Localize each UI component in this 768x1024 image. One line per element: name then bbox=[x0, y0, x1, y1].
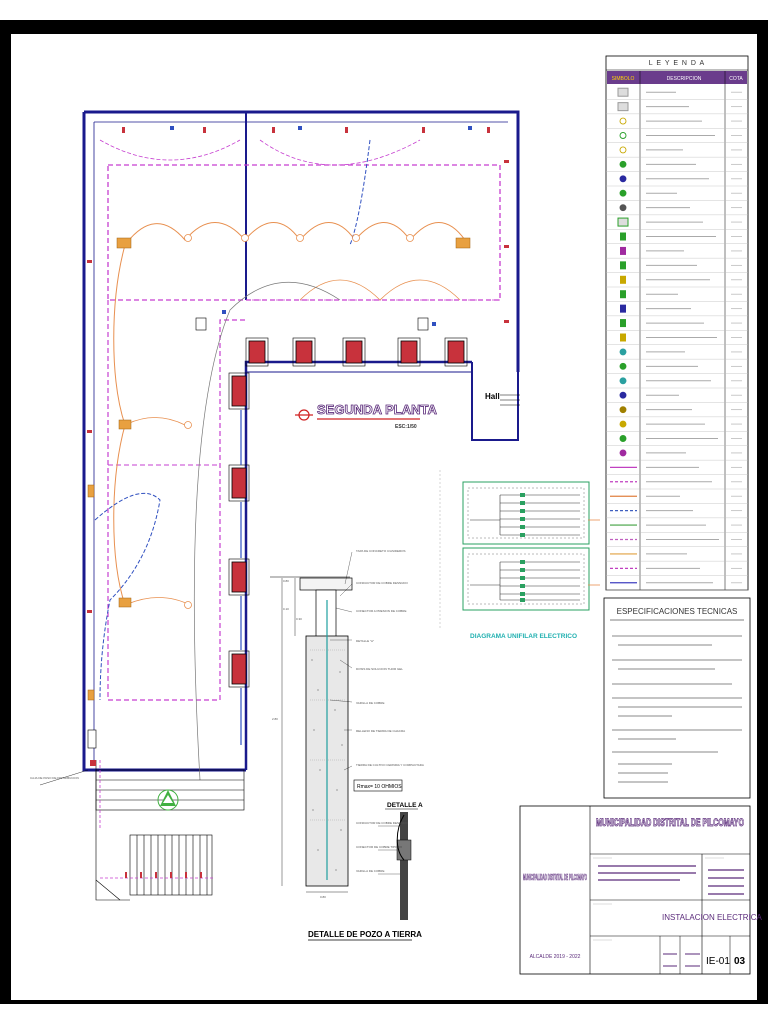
resistance-value: Rmax= 10 OHMIOS bbox=[357, 784, 402, 790]
switch-icon bbox=[620, 276, 626, 284]
diagram-title: DIAGRAMA UNIFILAR ELECTRICO bbox=[470, 633, 578, 640]
legend-title: L E Y E N D A bbox=[648, 60, 706, 67]
detail-a-note: CONDUCTOR DE COBRE DESNUDO bbox=[356, 821, 408, 825]
ground-note: DOSIS DE SOLUCION THOR GEL bbox=[356, 667, 403, 671]
detail-a-note: CONECTOR DE COBRE TIPO AB bbox=[356, 845, 403, 849]
switch-icon bbox=[620, 261, 626, 269]
legend-col-symbol: SIMBOLO bbox=[611, 76, 635, 82]
outlet-icon bbox=[620, 378, 626, 384]
outlet-icon bbox=[620, 349, 626, 355]
sheet-number: 03 bbox=[734, 956, 746, 967]
switch-icon bbox=[620, 334, 626, 342]
sheet-title: INSTALACION ELECTRICA bbox=[662, 913, 762, 922]
floor-scale: ESC:1/50 bbox=[395, 424, 417, 430]
title-block bbox=[520, 806, 763, 974]
switch-icon bbox=[620, 305, 626, 313]
outlet-icon bbox=[620, 176, 626, 182]
dim-1: 0.80 bbox=[283, 579, 289, 583]
sheet-code: IE-01 bbox=[706, 956, 730, 967]
legend-table bbox=[606, 56, 748, 590]
outlet-icon bbox=[620, 363, 626, 369]
switch-icon bbox=[620, 247, 626, 255]
ground-note: CONECTOR A PRESION DE COBRE bbox=[356, 609, 407, 613]
ground-note: TAPA DE CONCRETO C/ASIDEROS bbox=[356, 549, 406, 553]
specifications-panel bbox=[604, 598, 750, 798]
outlet-icon bbox=[620, 190, 626, 196]
outlet-icon bbox=[620, 205, 626, 211]
detail-a-title: DETALLE A bbox=[387, 802, 423, 809]
outlet-icon bbox=[620, 421, 626, 427]
panel-board-icon bbox=[618, 218, 628, 226]
outlet-icon bbox=[620, 392, 626, 398]
legend-col-description: DESCRIPCION bbox=[666, 76, 702, 82]
ground-note: TIERRA DE CULTIVO CERNIDA Y COMPACTADA bbox=[356, 763, 424, 767]
period-text: ALCALDE 2019 - 2022 bbox=[529, 954, 581, 960]
wall-light-icon bbox=[620, 161, 626, 167]
outlet-icon bbox=[620, 407, 626, 413]
ground-note: VARILLA DE COBRE bbox=[356, 701, 385, 705]
ground-detail-title: DETALLE DE POZO A TIERRA bbox=[308, 930, 422, 939]
specs-title: ESPECIFICACIONES TECNICAS bbox=[616, 607, 738, 616]
grounding-note: CAJA DE PASO DE DISTRIBUCION bbox=[30, 776, 79, 780]
panel-board-icon bbox=[618, 88, 628, 96]
switch-icon bbox=[620, 290, 626, 298]
dim-2: 0.10 bbox=[283, 607, 289, 611]
legend-col-height: COTA bbox=[729, 76, 743, 82]
panel-board-icon bbox=[618, 103, 628, 111]
logo-text: MUNICIPALIDAD DISTRITAL DE PILCOMAYO bbox=[523, 873, 587, 882]
ground-note: CONDUCTOR DE COBRE DESNUDO bbox=[356, 581, 408, 585]
institution-name: MUNICIPALIDAD DISTRITAL DE PILCOMAYO bbox=[596, 817, 745, 829]
ground-note: DETALLE "A" bbox=[356, 639, 375, 643]
switch-icon bbox=[620, 233, 626, 241]
floor-title-text: SEGUNDA PLANTA bbox=[317, 402, 437, 417]
switch-icon bbox=[620, 319, 626, 327]
dim-4: 2.80 bbox=[272, 717, 278, 721]
dim-3: 0.30 bbox=[296, 617, 302, 621]
detail-a-note: VARILLA DE COBRE bbox=[356, 869, 385, 873]
outlet-icon bbox=[620, 436, 626, 442]
hall-label: Hall bbox=[485, 392, 500, 401]
outlet-icon bbox=[620, 450, 626, 456]
dim-5: 0.80 bbox=[320, 895, 326, 899]
ground-note: RELLENO DE TIERRA DE CHACRA bbox=[356, 729, 406, 733]
